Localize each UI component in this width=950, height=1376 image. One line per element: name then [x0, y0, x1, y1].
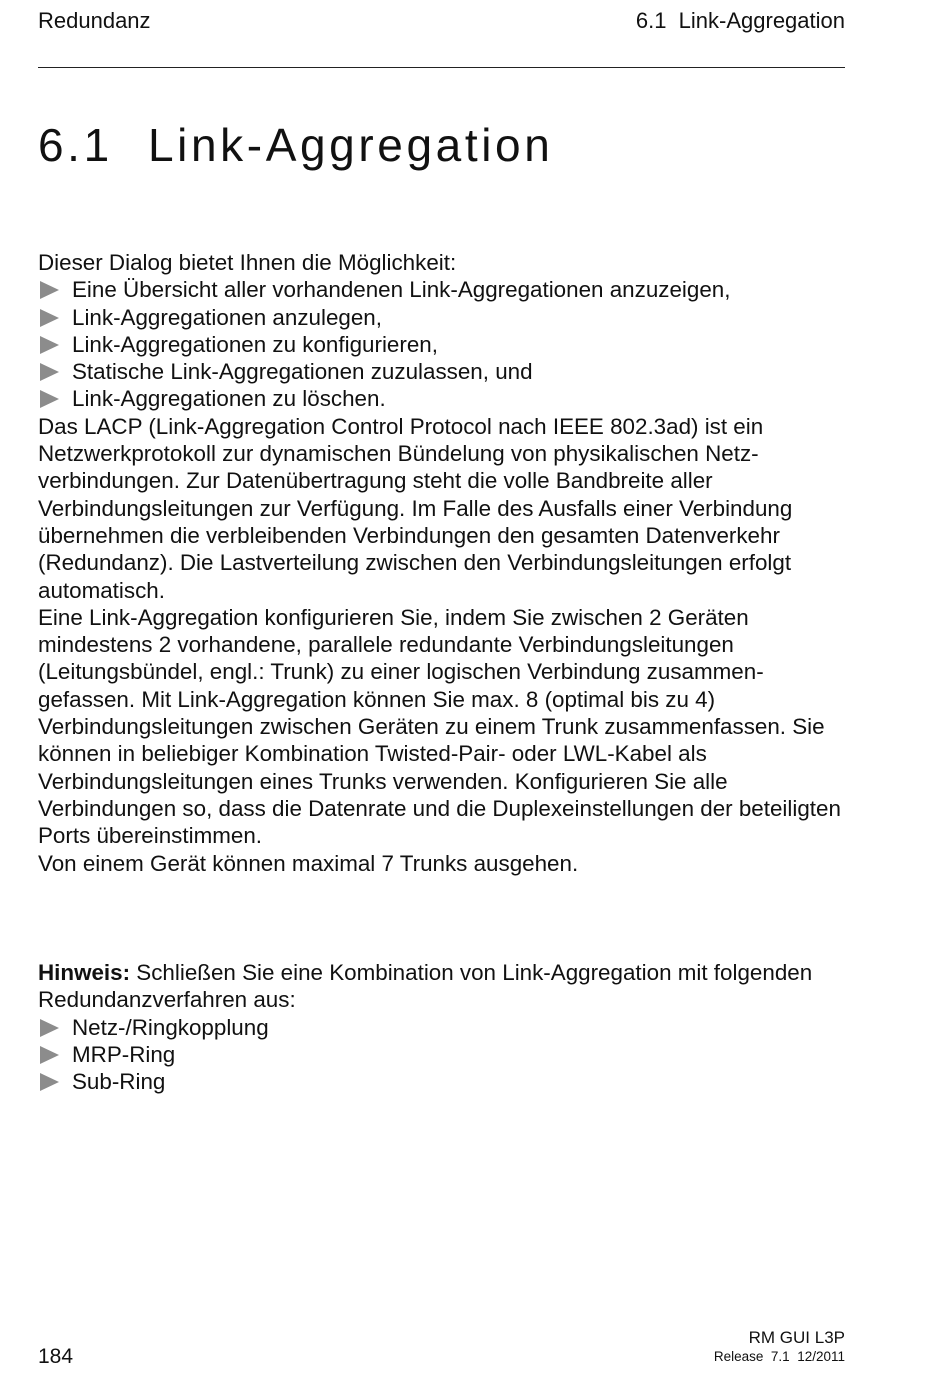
list-item: Sub-Ring [38, 1068, 853, 1095]
body-text [38, 249, 853, 877]
document-name: RM GUI L3P [748, 1328, 845, 1347]
list-item: Statische Link-Aggregationen zuzulassen, und [38, 358, 853, 385]
list-item: Link-Aggregationen zu löschen. [38, 385, 853, 412]
note-box [38, 959, 853, 1095]
intro-text: Dieser Dialog bietet Ihnen die Möglichkeit: [38, 250, 457, 275]
triangle-bullet-icon [40, 390, 59, 408]
triangle-bullet-icon [40, 1073, 59, 1091]
triangle-bullet-icon [40, 363, 59, 381]
list-item: Netz-/Ringkopplung [38, 1014, 853, 1041]
triangle-bullet-icon [40, 336, 59, 354]
note-label: Hinweis: [38, 960, 131, 985]
feature-list [38, 276, 853, 412]
footer-doc-info [714, 1328, 845, 1365]
triangle-bullet-icon [40, 1019, 59, 1037]
chapter-number: 6.1 [38, 119, 113, 171]
list-item: Eine Übersicht aller vorhandenen Link-Aggregationen anzuzeigen, [38, 276, 853, 303]
list-item: Link-Aggregationen anzulegen, [38, 304, 853, 331]
triangle-bullet-icon [40, 281, 59, 299]
running-header [38, 8, 845, 34]
note-text [38, 959, 853, 1014]
list-item: Link-Aggregationen zu konfigurieren, [38, 331, 853, 358]
release-info: Release 7.1 12/2011 [713, 1349, 845, 1364]
page-number: 184 [38, 1345, 74, 1368]
excluded-methods-list [38, 1014, 853, 1096]
lacp-paragraph: Das LACP (Link-Aggregation Control Protocol nach IEEE 802.3ad) ist ein Netzwerkprotokoll zur dynamischen Bündelung von physikalischen Netzverbindungen. Zur Datenübertragung steht die volle Bandbreite aller Verbindungsleitungen zur Verfügung. Im Falle des Ausfalls einer Verbindung übernehmen die verbleibenden Verbindungen den gesamten Datenverkehr (Redundanz). Die Lastverteilung zwischen den Verbindungsleitungen erfolgt automatisch. [38, 413, 793, 603]
trunk-limit-paragraph: Von einem Gerät können maximal 7 Trunks ausgehen. [38, 850, 579, 876]
list-item: MRP-Ring [38, 1041, 853, 1068]
chapter-title [38, 118, 553, 172]
chapter-title-text: Link-Aggregation [148, 119, 554, 171]
note-body: Schließen Sie eine Kombination von Link-Aggregation mit folgenden Redundanzverfahren aus: [38, 960, 813, 1013]
configuration-paragraph: Eine Link-Aggregation konfigurieren Sie, indem Sie zwischen 2 Geräten mindestens 2 vorhandene, parallele redundante Verbindungsleitungen (Leitungsbündel, engl.: Trunk) zu einer logischen Verbindung zusammengefassen. Mit Link-Aggregation können Sie max. 8 (optimal bis zu 4) Verbindungsleitungen zwischen Geräten zu einem Trunk zusammenfassen. Sie können in beliebiger Kombination Twisted-Pair- oder LWL-Kabel als Verbindungsleitungen eines Trunks verwenden. Konfigurieren Sie alle Verbindungen so, dass die Datenrate und die Duplexeinstellungen der beteiligten Ports übereinstimmen. [38, 604, 841, 849]
header-chapter-ref: 6.1 Link-Aggregation [635, 8, 845, 33]
header-divider [38, 67, 845, 68]
triangle-bullet-icon [40, 1046, 59, 1064]
header-section-name: Redundanz [38, 8, 151, 33]
triangle-bullet-icon [40, 309, 59, 327]
